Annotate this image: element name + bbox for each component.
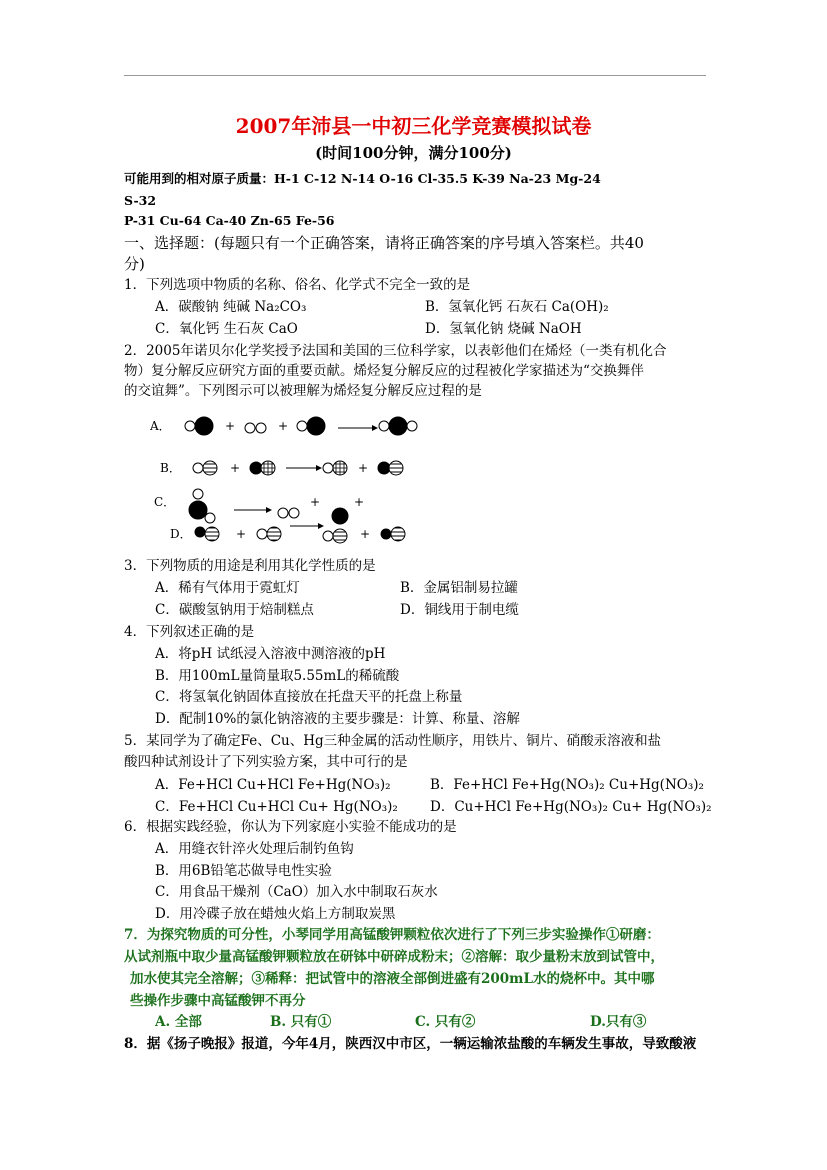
atom-black (195, 417, 213, 435)
q5-option-b: B．Fe+HCl Fe+Hg(NO₃)₂ Cu+Hg(NO₃)₂ (430, 777, 704, 793)
q3-option-d: D．铜线用于制电缆 (400, 602, 519, 618)
question-7-line-4: 些操作步骤中高锰酸钾不再分 (130, 993, 306, 1009)
atom-hatched (267, 527, 281, 541)
plus-sign: + (360, 527, 371, 541)
plus-sign: + (354, 495, 365, 509)
atom-hatched (391, 527, 405, 541)
q5-option-c: C．Fe+HCl Cu+HCl Cu+ Hg(NO₃)₂ (155, 799, 398, 815)
atom-hatched (333, 529, 347, 543)
reaction-diagram (150, 410, 430, 550)
q4-option-a: A．将pH 试纸浸入溶液中测溶液的pH (155, 646, 386, 662)
diagram-label-d: D． (170, 527, 192, 541)
atom-grid (261, 461, 275, 475)
diagram-label-a: A． (150, 419, 171, 433)
atom-white (205, 513, 215, 523)
question-3: 3．下列物质的用途是利用其化学性质的是 (124, 558, 376, 574)
atom-black (307, 417, 325, 435)
atom-white (245, 423, 255, 433)
atom-white (407, 421, 417, 431)
header-rule (124, 75, 706, 76)
atom-white (379, 421, 389, 431)
question-5-line-2: 酸四种试剂设计了下列实验方案，其中可行的是 (124, 754, 408, 770)
q1-option-c: C．氧化钙 生石灰 CaO (155, 321, 298, 337)
question-2-line-3: 的交谊舞”。下列图示可以被理解为烯烃复分解反应过程的是 (124, 383, 482, 399)
question-8: 8．据《扬子晚报》报道，今年4月，陕西汉中市区，一辆运输浓盐酸的车辆发生事故，导致酸液 (124, 1036, 697, 1052)
atom-white (297, 421, 307, 431)
q1-option-d: D．氢氧化钠 烧碱 NaOH (425, 321, 582, 337)
atom-black (195, 527, 205, 537)
atom-hatched (389, 461, 403, 475)
plus-sign: + (310, 495, 321, 509)
plus-sign: + (278, 419, 289, 433)
atom-black (378, 462, 390, 474)
q1-option-a: A．碳酸钠 纯碱 Na₂CO₃ (155, 299, 307, 315)
question-2-line-1: 2．2005年诺贝尔化学奖授予法国和美国的三位科学家，以表彰他们在烯烃（一类有机化合 (124, 343, 667, 359)
atom-black (189, 501, 207, 519)
question-6: 6．根据实践经验，你认为下列家庭小实验不能成功的是 (124, 819, 457, 835)
atom-white (323, 531, 333, 541)
atom-black (389, 417, 407, 435)
q6-option-a: A．用缝衣针淬火处理后制钓鱼钩 (155, 841, 354, 857)
q7-option-b: B. 只有① (270, 1014, 332, 1030)
atom-white (185, 421, 195, 431)
atom-grid (333, 461, 347, 475)
diagram-label-c: C． (154, 495, 176, 509)
q7-option-d: D.只有③ (590, 1014, 647, 1030)
section-heading-cont: 分) (124, 255, 145, 273)
question-5-line-1: 5．某同学为了确定Fe、Cu、Hg三种金属的活动性顺序，用铁片、铜片、硝酸汞溶液和盐 (124, 733, 662, 749)
question-7-line-3: 加水使其完全溶解；③稀释：把试管中的溶液全部倒进盛有200mL水的烧杯中。其中哪 (130, 971, 655, 987)
atom-white (256, 423, 266, 433)
page-title: 2007年沛县一中初三化学竞赛模拟试卷 (235, 114, 592, 138)
q5-option-d: D．Cu+HCl Fe+Hg(NO₃)₂ Cu+ Hg(NO₃)₂ (430, 799, 712, 815)
question-1: 1．下列选项中物质的名称、俗名、化学式不完全一致的是 (124, 277, 471, 293)
atom-black (381, 529, 391, 539)
exam-subtitle: (时间100分钟，满分100分) (315, 144, 512, 162)
atom-white (193, 489, 203, 499)
q4-option-c: C．将氢氧化钠固体直接放在托盘天平的托盘上称量 (155, 689, 463, 705)
q6-option-d: D．用冷碟子放在蜡烛火焰上方制取炭黑 (155, 906, 396, 922)
q3-option-c: C．碳酸氢钠用于焙制糕点 (155, 602, 314, 618)
plus-sign: + (230, 461, 241, 475)
plus-sign: + (358, 461, 369, 475)
atom-white (278, 508, 288, 518)
atom-white (323, 463, 333, 473)
plus-sign: + (236, 527, 247, 541)
plus-sign: + (225, 419, 236, 433)
question-2-line-2: 物）复分解反应研究方面的重要贡献。烯烃复分解反应的过程被化学家描述为“交换舞伴 (124, 363, 644, 379)
q1-option-b: B．氢氧化钙 石灰石 Ca(OH)₂ (425, 299, 609, 315)
atom-white (289, 508, 299, 518)
atomic-mass-line-2: S-32 (124, 193, 157, 208)
atom-hatched (203, 461, 217, 475)
atom-hatched (205, 527, 219, 541)
atomic-mass-line-3: P-31 Cu-64 Ca-40 Zn-65 Fe-56 (124, 213, 335, 228)
q3-option-b: B．金属铝制易拉罐 (400, 580, 518, 596)
diagram-label-b: B． (160, 461, 181, 475)
q5-option-a: A．Fe+HCl Cu+HCl Fe+Hg(NO₃)₂ (155, 777, 391, 793)
atomic-mass-line: 可能用到的相对原子质量：H-1 C-12 N-14 O-16 Cl-35.5 K-39 Na-23 Mg-24 (124, 171, 601, 186)
atom-black (250, 462, 262, 474)
question-7-line-1: 7．为探究物质的可分性，小琴同学用高锰酸钾颗粒依次进行了下列三步实验操作①研磨： (124, 927, 660, 943)
section-heading: 一、选择题：(每题只有一个正确答案，请将正确答案的序号填入答案栏。共40 (124, 234, 644, 252)
atom-white (193, 463, 203, 473)
q7-option-a: A. 全部 (155, 1014, 202, 1030)
atom-white (257, 529, 267, 539)
q4-option-b: B．用100mL量筒量取5.55mL的稀硫酸 (155, 668, 400, 684)
question-4: 4．下列叙述正确的是 (124, 624, 255, 640)
q6-option-b: B．用6B铅笔芯做导电性实验 (155, 863, 332, 879)
q4-option-d: D．配制10%的氯化钠溶液的主要步骤是：计算、称量、溶解 (155, 711, 520, 727)
q3-option-a: A．稀有气体用于霓虹灯 (155, 580, 300, 596)
question-7-line-2: 从试剂瓶中取少量高锰酸钾颗粒放在研钵中研碎成粉末；②溶解：取少量粉末放到试管中， (124, 949, 664, 965)
q7-option-c: C. 只有② (415, 1014, 476, 1030)
atom-black (332, 508, 348, 524)
q6-option-c: C．用食品干燥剂（CaO）加入水中制取石灰水 (155, 884, 438, 900)
